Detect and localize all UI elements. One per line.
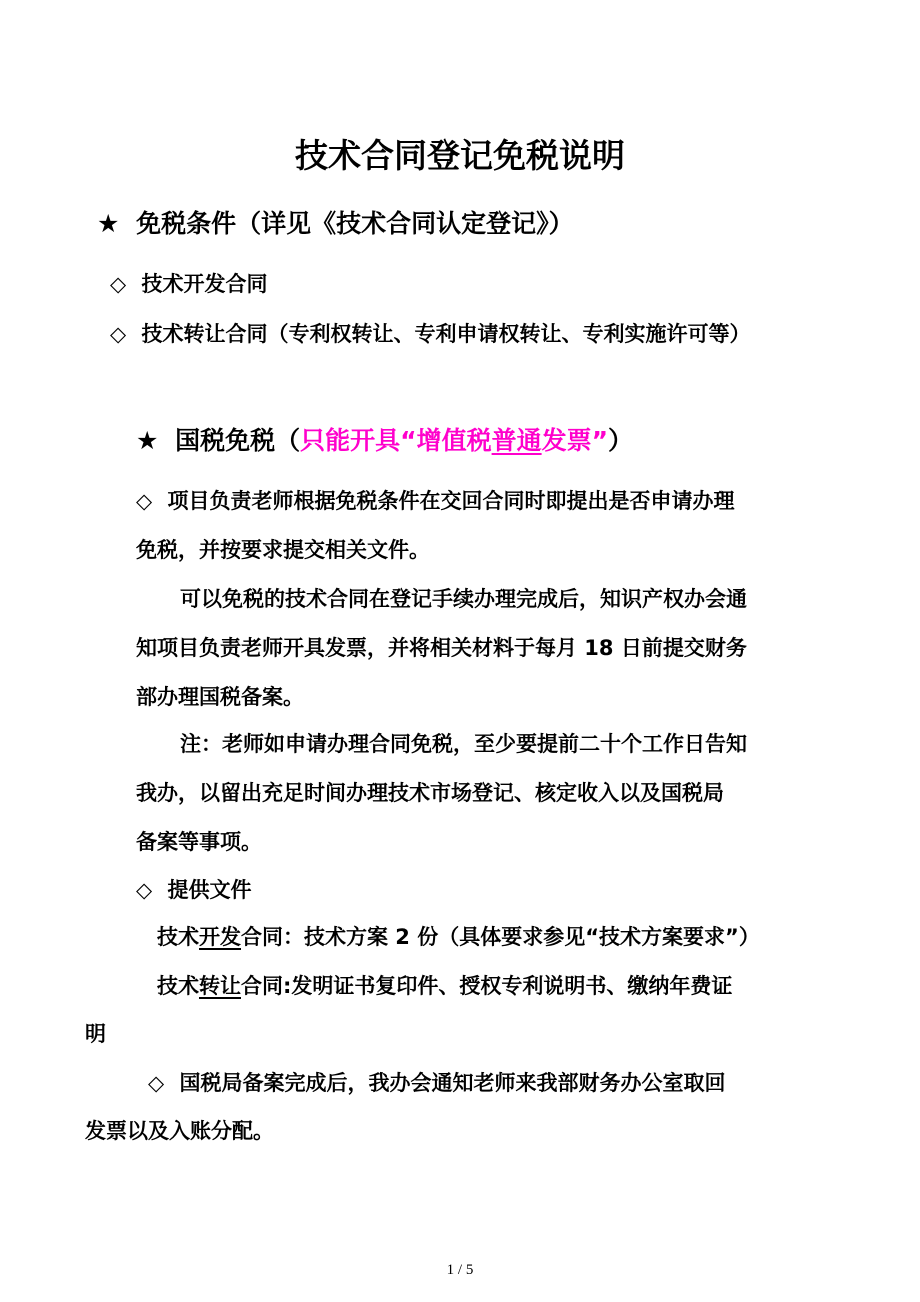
paragraph-line: 发票以及入账分配。 [85, 1119, 274, 1143]
requirement-text: 合同:发明证书复印件、授权专利说明书、缴纳年费证 [241, 974, 733, 998]
diamond-bullet-icon: ◇ [110, 272, 127, 296]
list-item-text: 提供文件 [167, 878, 252, 902]
highlight-text: 发票” [541, 426, 609, 455]
note-line: 注：老师如申请办理合同免税，至少要提前二十个工作日告知 [180, 732, 747, 756]
list-item-text: 项目负责老师根据免税条件在交回合同时即提出是否申请办理 [167, 489, 735, 513]
underlined-text: 转让 [199, 974, 241, 998]
requirement-text: 合同：技术方案 2 份（具体要求参见“技术方案要求”） [241, 925, 760, 949]
document-requirement-development [157, 921, 760, 951]
paragraph-line: 明 [85, 1022, 106, 1046]
document-requirement-transfer [157, 970, 732, 1000]
section-heading-national-tax [136, 421, 633, 457]
page-number: 1 / 5 [446, 1262, 474, 1278]
diamond-bullet-icon: ◇ [110, 322, 127, 346]
list-item-text: 技术开发合同 [141, 272, 268, 296]
list-item [148, 1067, 725, 1097]
paragraph-line: 部办理国税备案。 [136, 685, 304, 709]
list-item [136, 874, 251, 904]
paragraph-line: 知项目负责老师开具发票，并将相关材料于每月 18 日前提交财务 [136, 636, 747, 660]
list-item-text: 技术转让合同（专利权转让、专利申请权转让、专利实施许可等） [141, 322, 751, 346]
list-item [136, 485, 734, 515]
list-item [110, 268, 267, 298]
star-icon: ★ [136, 426, 159, 455]
section-heading-prefix: 国税免税（ [175, 426, 301, 455]
requirement-text: 技术 [157, 925, 199, 949]
list-item [110, 318, 750, 348]
section-heading-text: 免税条件（详见《技术合同认定登记》） [136, 209, 574, 238]
section-heading-exemption-conditions [97, 204, 574, 240]
diamond-bullet-icon: ◇ [148, 1071, 165, 1095]
diamond-bullet-icon: ◇ [136, 489, 153, 513]
paragraph-line: 可以免税的技术合同在登记手续办理完成后，知识产权办会通 [180, 587, 747, 611]
underlined-text: 开发 [199, 925, 241, 949]
page-title: 技术合同登记免税说明 [295, 136, 625, 175]
note-line: 备案等事项。 [136, 830, 262, 854]
paragraph-line: 免税，并按要求提交相关文件。 [136, 538, 430, 562]
list-item-text: 国税局备案完成后，我办会通知老师来我部财务办公室取回 [179, 1071, 726, 1095]
highlight-text: 只能开具“增值税 [300, 426, 492, 455]
star-icon: ★ [97, 209, 120, 238]
diamond-bullet-icon: ◇ [136, 878, 153, 902]
note-line: 我办，以留出充足时间办理技术市场登记、核定收入以及国税局 [136, 781, 724, 805]
section-heading-suffix: ） [608, 426, 634, 455]
requirement-text: 技术 [157, 974, 199, 998]
highlight-underlined-text: 普通 [491, 426, 542, 455]
